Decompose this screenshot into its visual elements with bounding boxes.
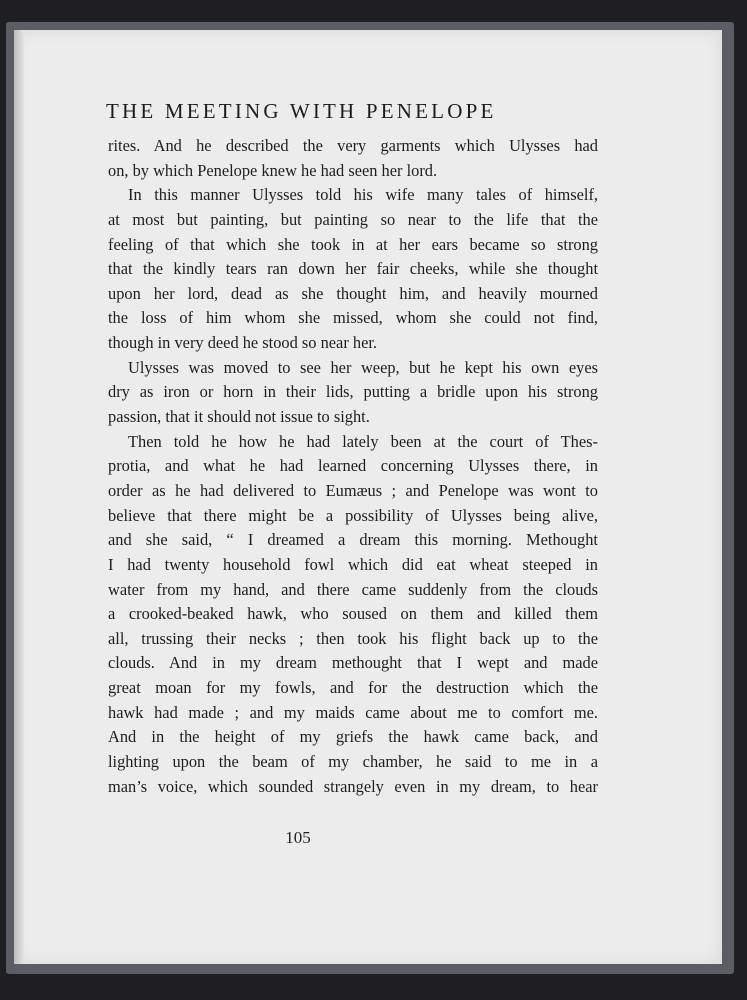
text-line: Then told he how he had lately been at the court of Thes-: [128, 431, 598, 451]
text-line: believe that there might be a possibility of Ulysses being alive,: [108, 505, 598, 525]
text-line: order as he had delivered to Eumæus ; and Penelope was wont to: [108, 480, 598, 500]
text-line: man’s voice, which sounded strangely even in my dream, to hear: [108, 776, 598, 796]
text-line: great moan for my fowls, and for the destruction which the: [108, 678, 598, 698]
text-line: Ulysses was moved to see her weep, but he kept his own eyes: [128, 357, 598, 377]
text-line: dry as iron or horn in their lids, putting a bridle upon his strong: [108, 382, 598, 402]
text-line: a crooked-beaked hawk, who soused on them and killed them: [108, 604, 598, 624]
text-line: all, trussing their necks ; then took his flight back up to the: [108, 628, 598, 648]
text-line: In this manner Ulysses told his wife many tales of himself,: [128, 185, 598, 205]
page-number: [14, 828, 722, 848]
text-line: And in the height of my griefs the hawk came back, and: [108, 727, 598, 747]
text-line: protia, and what he had learned concerning Ulysses there, in: [108, 456, 598, 476]
text-line: upon her lord, dead as she thought him, and heavily mourned: [108, 283, 598, 303]
text-line: the loss of him whom she missed, whom she could not find,: [108, 308, 598, 328]
text-line: clouds. And in my dream methought that I wept and made: [108, 653, 598, 673]
text-line: rites. And he described the very garments which Ulysses had: [108, 136, 598, 155]
text-line: and she said, “ I dreamed a dream this morning. Methought: [108, 530, 598, 550]
page-gutter-edge: [14, 30, 24, 964]
running-head: THE MEETING WITH PENELOPE: [106, 99, 497, 123]
text-line: water from my hand, and there came suddenly from the clouds: [108, 579, 598, 599]
text-line: lighting upon the beam of my chamber, he said to me in a: [108, 752, 598, 772]
text-line: hawk had made ; and my maids came about me to comfort me.: [108, 702, 598, 722]
text-line: I had twenty household fowl which did eat wheat steeped in: [108, 554, 598, 574]
text-line: though in very deed he stood so near her.: [108, 333, 378, 353]
page-number-text: 105: [285, 828, 311, 847]
text-line: passion, that it should not issue to sight.: [108, 407, 370, 427]
text-line: that the kindly tears ran down her fair cheeks, while she thought: [108, 259, 598, 279]
text-line: feeling of that which she took in at her ears became so strong: [108, 234, 598, 254]
body-text: [108, 134, 598, 799]
text-line: at most but painting, but painting so near to the life that the: [108, 209, 598, 229]
text-line: on, by which Penelope knew he had seen her lord.: [108, 160, 438, 180]
